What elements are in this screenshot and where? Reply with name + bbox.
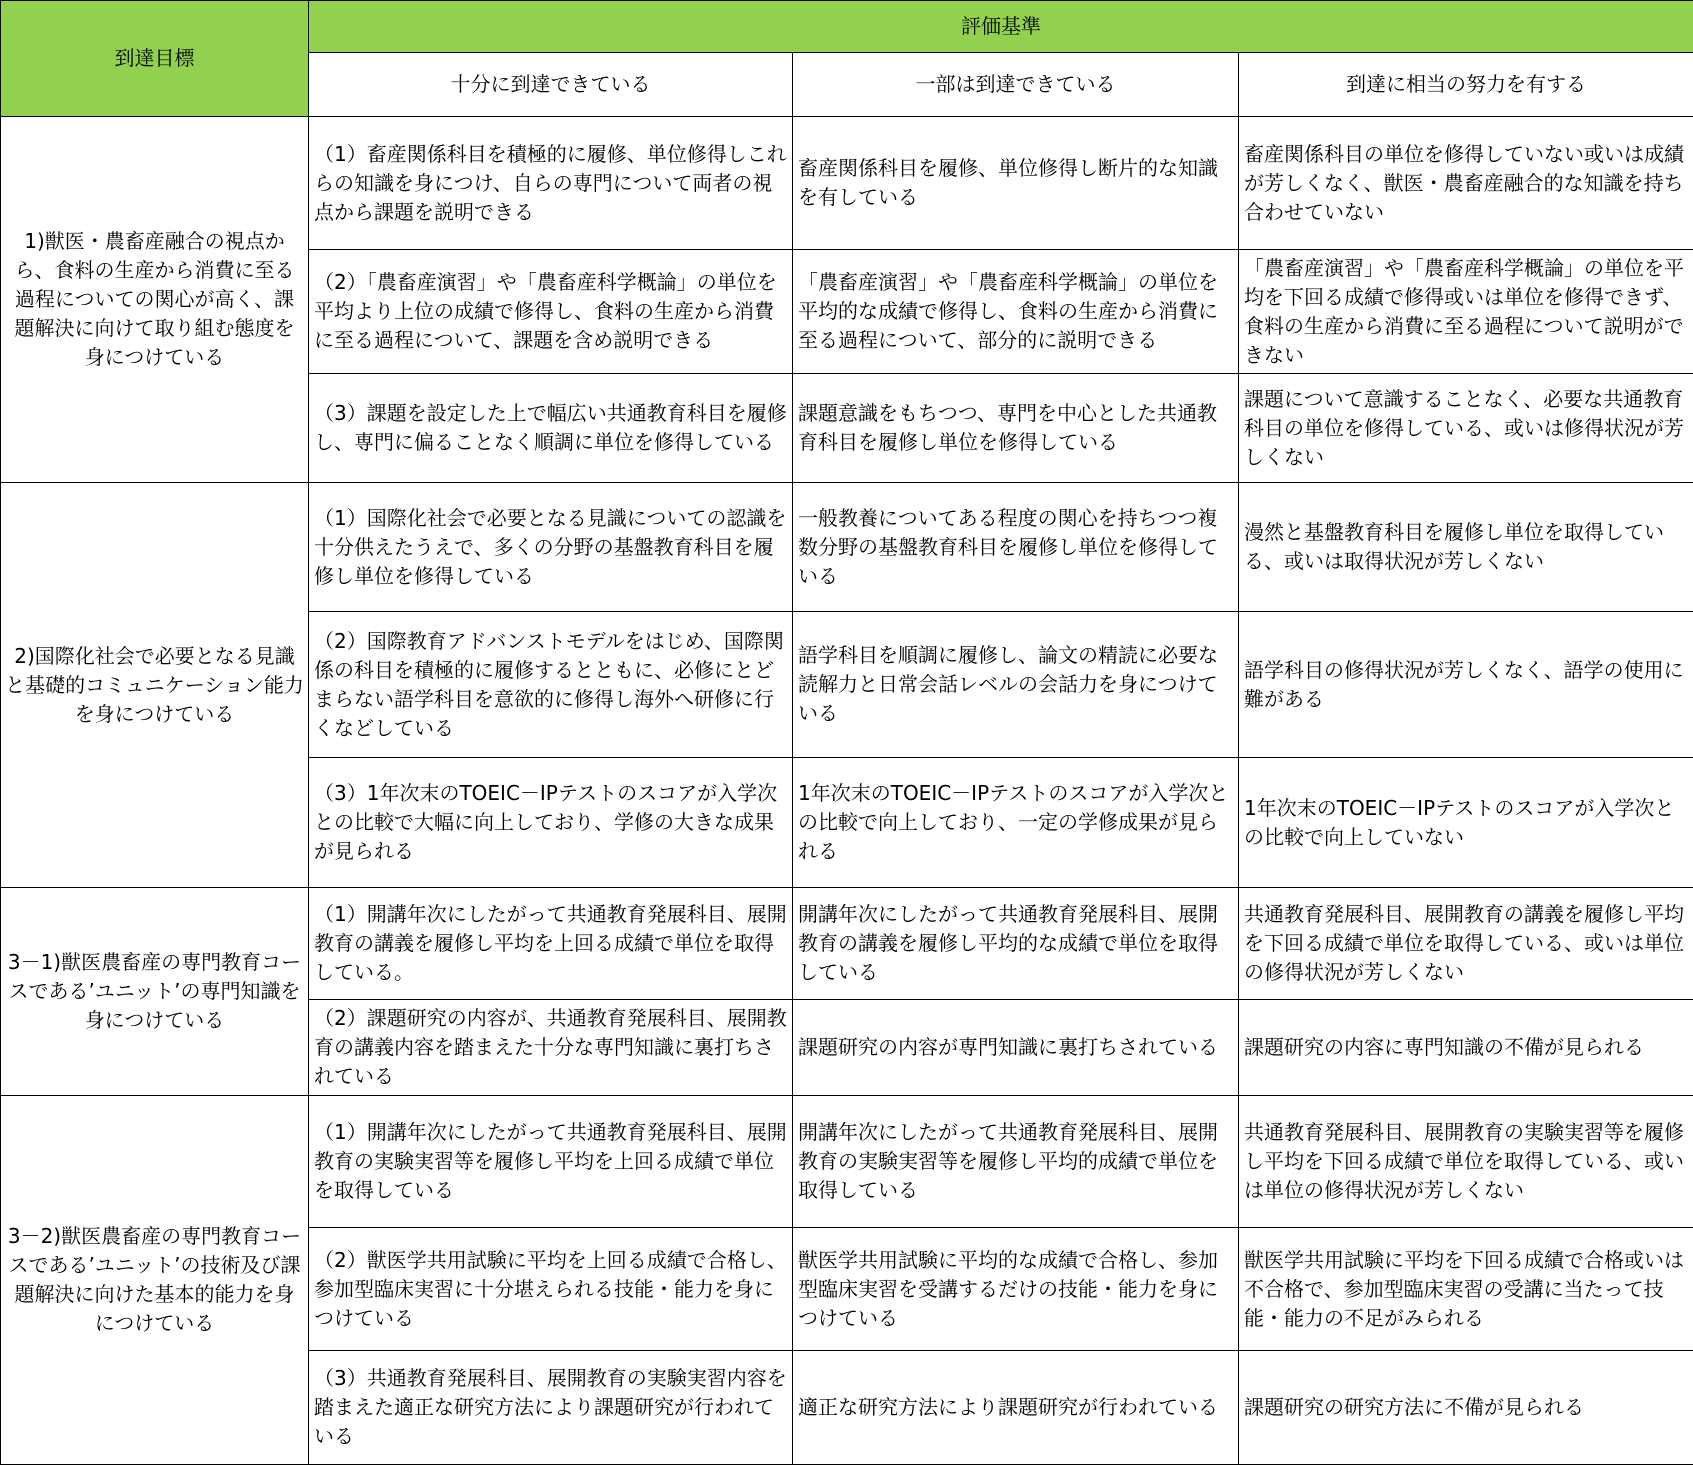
level-header-full: 十分に到達できている	[309, 53, 793, 117]
goal-cell: 3－2)獣医農畜産の専門教育コースである’ユニット’の技術及び課題解決に向けた基本的能力を身につけている	[1, 1096, 309, 1465]
criterion-partial: 開講年次にしたがって共通教育発展科目、展開教育の講義を履修し平均的な成績で単位を取得している	[793, 888, 1239, 1000]
rubric-row	[1, 888, 1693, 1000]
criterion-partial: 「農畜産演習」や「農畜産科学概論」の単位を平均的な成績で修得し、食料の生産から消費に至る過程について、部分的に説明できる	[793, 250, 1239, 374]
rubric-row	[1, 483, 1693, 612]
criteria-column-header: 評価基準	[309, 1, 1693, 53]
criterion-effort: 課題研究の研究方法に不備が見られる	[1239, 1351, 1693, 1465]
criterion-partial: 獣医学共用試験に平均的な成績で合格し、参加型臨床実習を受講するだけの技能・能力を身につけている	[793, 1228, 1239, 1351]
criterion-partial: 語学科目を順調に履修し、論文の精読に必要な読解力と日常会話レベルの会話力を身につけている	[793, 612, 1239, 758]
criterion-effort: 獣医学共用試験に平均を下回る成績で合格或いは不合格で、参加型臨床実習の受講に当たって技能・能力の不足がみられる	[1239, 1228, 1693, 1351]
goal-cell: 1)獣医・農畜産融合の視点から、食料の生産から消費に至る過程についての関心が高く、課題解決に向けて取り組む態度を身につけている	[1, 117, 309, 483]
criterion-effort: 畜産関係科目の単位を修得していない或いは成績が芳しくなく、獣医・農畜産融合的な知識を持ち合わせていない	[1239, 117, 1693, 250]
criterion-partial: 1年次末のTOEIC－IPテストのスコアが入学次との比較で向上しており、一定の学修成果が見られる	[793, 758, 1239, 888]
criterion-partial: 畜産関係科目を履修、単位修得し断片的な知識を有している	[793, 117, 1239, 250]
criterion-full: （1）畜産関係科目を積極的に履修、単位修得しこれらの知識を身につけ、自らの専門について両者の視点から課題を説明できる	[309, 117, 793, 250]
criterion-effort: 課題研究の内容に専門知識の不備が見られる	[1239, 1000, 1693, 1096]
criterion-effort: 課題について意識することなく、必要な共通教育科目の単位を修得している、或いは修得状況が芳しくない	[1239, 374, 1693, 483]
criterion-full: （1）開講年次にしたがって共通教育発展科目、展開教育の実験実習等を履修し平均を上回る成績で単位を取得している	[309, 1096, 793, 1228]
criterion-effort: 語学科目の修得状況が芳しくなく、語学の使用に難がある	[1239, 612, 1693, 758]
criterion-full: （2）獣医学共用試験に平均を上回る成績で合格し、参加型臨床実習に十分堪えられる技能・能力を身につけている	[309, 1228, 793, 1351]
goal-cell: 2)国際化社会で必要となる見識と基礎的コミュニケーション能力を身につけている	[1, 483, 309, 888]
criterion-full: （3）1年次末のTOEIC－IPテストのスコアが入学次との比較で大幅に向上しており、学修の大きな成果が見られる	[309, 758, 793, 888]
goal-cell: 3－1)獣医農畜産の専門教育コースである’ユニット’の専門知識を身につけている	[1, 888, 309, 1096]
criterion-full: （1）開講年次にしたがって共通教育発展科目、展開教育の講義を履修し平均を上回る成績で単位を取得している。	[309, 888, 793, 1000]
criterion-partial: 開講年次にしたがって共通教育発展科目、展開教育の実験実習等を履修し平均的成績で単位を取得している	[793, 1096, 1239, 1228]
criterion-partial: 課題意識をもちつつ、専門を中心とした共通教育科目を履修し単位を修得している	[793, 374, 1239, 483]
rubric-row	[1, 1096, 1693, 1228]
criterion-full: （2）「農畜産演習」や「農畜産科学概論」の単位を平均より上位の成績で修得し、食料の生産から消費に至る過程について、課題を含め説明できる	[309, 250, 793, 374]
criterion-full: （2）国際教育アドバンストモデルをはじめ、国際関係の科目を積極的に履修するとともに、必修にとどまらない語学科目を意欲的に修得し海外へ研修に行くなどしている	[309, 612, 793, 758]
criterion-partial: 一般教養についてある程度の関心を持ちつつ複数分野の基盤教育科目を履修し単位を修得している	[793, 483, 1239, 612]
criterion-effort: 共通教育発展科目、展開教育の実験実習等を履修し平均を下回る成績で単位を取得している、或いは単位の修得状況が芳しくない	[1239, 1096, 1693, 1228]
rubric-row	[1, 117, 1693, 250]
criterion-full: （1）国際化社会で必要となる見識についての認識を十分供えたうえで、多くの分野の基盤教育科目を履修し単位を修得している	[309, 483, 793, 612]
criterion-effort: 共通教育発展科目、展開教育の講義を履修し平均を下回る成績で単位を取得している、或いは単位の修得状況が芳しくない	[1239, 888, 1693, 1000]
criterion-effort: 「農畜産演習」や「農畜産科学概論」の単位を平均を下回る成績で修得或いは単位を修得できず、食料の生産から消費に至る過程について説明ができない	[1239, 250, 1693, 374]
criterion-partial: 適正な研究方法により課題研究が行われている	[793, 1351, 1239, 1465]
level-header-effort: 到達に相当の努力を有する	[1239, 53, 1693, 117]
criterion-full: （2）課題研究の内容が、共通教育発展科目、展開教育の講義内容を踏まえた十分な専門知識に裏打ちされている	[309, 1000, 793, 1096]
criterion-full: （3）課題を設定した上で幅広い共通教育科目を履修し、専門に偏ることなく順調に単位を修得している	[309, 374, 793, 483]
level-header-partial: 一部は到達できている	[793, 53, 1239, 117]
criterion-full: （3）共通教育発展科目、展開教育の実験実習内容を踏まえた適正な研究方法により課題研究が行われている	[309, 1351, 793, 1465]
criterion-effort: 漫然と基盤教育科目を履修し単位を取得している、或いは取得状況が芳しくない	[1239, 483, 1693, 612]
criterion-partial: 課題研究の内容が専門知識に裏打ちされている	[793, 1000, 1239, 1096]
goal-column-header: 到達目標	[1, 1, 309, 117]
criterion-effort: 1年次末のTOEIC－IPテストのスコアが入学次との比較で向上していない	[1239, 758, 1693, 888]
